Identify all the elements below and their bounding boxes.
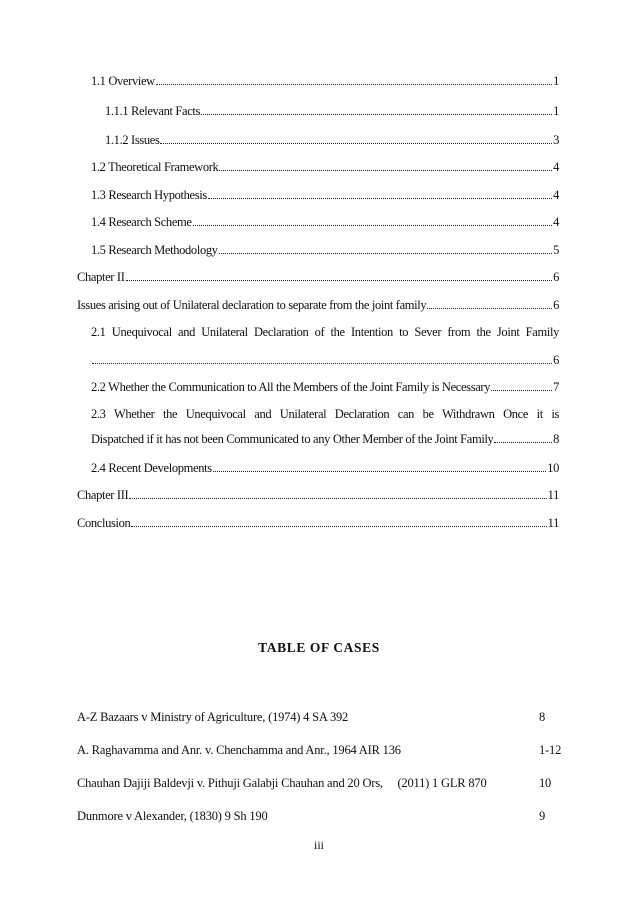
toc-entry[interactable] <box>105 104 559 118</box>
toc-entry[interactable] <box>91 380 559 394</box>
toc-entry-label-line[interactable]: 2.1 Unequivocal and Unilateral Declaration of the Intention to Sever from the Joint Family <box>91 325 559 339</box>
page-number: iii <box>313 838 324 852</box>
leader-dots <box>156 84 552 85</box>
leader-dots <box>208 198 552 199</box>
toc-entry[interactable] <box>77 298 559 312</box>
toc-entry[interactable] <box>91 243 559 257</box>
leader-dots <box>213 471 546 472</box>
leader-dots <box>219 170 552 171</box>
toc-page: 8 <box>553 432 559 446</box>
toc-label: 1.1.2 Issues <box>105 133 160 147</box>
toc-label: 1.3 Research Hypothesis <box>91 188 207 202</box>
leader-dots <box>491 390 552 391</box>
toc-label: Dispatched if it has not been Communicated to any Other Member of the Joint Family <box>91 432 494 446</box>
case-pages: 8 <box>539 710 546 724</box>
toc-label: 2.2 Whether the Communication to All the Members of the Joint Family is Necessary <box>91 380 491 394</box>
toc-page: 6 <box>553 353 559 367</box>
toc-page: 11 <box>547 488 559 502</box>
toc-label: Issues arising out of Unilateral declaration to separate from the joint family <box>77 298 427 312</box>
toc-page: 4 <box>553 215 559 229</box>
toc-entry-label-line[interactable]: 2.3 Whether the Unequivocal and Unilateral Declaration can be Withdrawn Once it is <box>91 407 559 421</box>
leader-dots <box>427 308 552 309</box>
case-pages: 9 <box>539 809 546 823</box>
toc-label: Chapter III <box>77 488 129 502</box>
toc-page: 4 <box>553 160 559 174</box>
toc-entry[interactable] <box>91 188 559 202</box>
toc-label: 2.4 Recent Developments <box>91 461 212 475</box>
toc-label: 1.2 Theoretical Framework <box>91 160 219 174</box>
toc-page: 3 <box>553 133 559 147</box>
leader-dots <box>126 280 553 281</box>
toc-label: 1.1.1 Relevant Facts <box>105 104 201 118</box>
toc-entry[interactable] <box>91 215 559 229</box>
leader-dots <box>193 225 552 226</box>
toc-page: 7 <box>553 380 559 394</box>
toc-entry[interactable] <box>91 461 559 475</box>
leader-dots <box>219 253 552 254</box>
leader-dots <box>201 114 552 115</box>
toc-label: Conclusion <box>77 516 131 530</box>
toc-label: 1.5 Research Methodology <box>91 243 218 257</box>
toc-page: 1 <box>553 104 559 118</box>
toc-entry[interactable] <box>91 74 559 88</box>
toc-entry[interactable] <box>77 270 559 284</box>
toc-label: 1.1 Overview <box>91 74 155 88</box>
leader-dots <box>92 363 552 364</box>
toc-page: 4 <box>553 188 559 202</box>
leader-dots <box>160 143 552 144</box>
toc-entry[interactable] <box>77 488 559 502</box>
toc-page: 6 <box>553 270 559 284</box>
toc-label: 1.4 Research Scheme <box>91 215 192 229</box>
leader-dots <box>129 498 546 499</box>
leader-dots <box>131 526 546 527</box>
toc-entry[interactable] <box>91 160 559 174</box>
case-name: A-Z Bazaars v Ministry of Agriculture, (1974) 4 SA 392 <box>77 710 349 724</box>
case-name: Dunmore v Alexander, (1830) 9 Sh 190 <box>77 809 268 823</box>
table-of-cases-heading: TABLE OF CASES <box>258 640 380 655</box>
toc-page: 11 <box>547 516 559 530</box>
toc-entry[interactable] <box>105 133 559 147</box>
toc-label: Chapter II <box>77 270 125 284</box>
toc-entry-continuation[interactable] <box>91 432 559 446</box>
toc-page: 5 <box>553 243 559 257</box>
leader-dots <box>494 442 552 443</box>
case-pages: 1-12 <box>539 743 562 757</box>
toc-page: 1 <box>553 74 559 88</box>
toc-entry-continuation[interactable] <box>91 353 559 367</box>
toc-page: 10 <box>547 461 559 475</box>
case-pages: 10 <box>539 776 552 790</box>
case-name: Chauhan Dajiji Baldevji v. Pithuji Galabji Chauhan and 20 Ors, (2011) 1 GLR 870 <box>77 776 487 790</box>
toc-entry[interactable] <box>77 516 559 530</box>
case-name: A. Raghavamma and Anr. v. Chenchamma and Anr., 1964 AIR 136 <box>77 743 401 757</box>
toc-page: 6 <box>553 298 559 312</box>
